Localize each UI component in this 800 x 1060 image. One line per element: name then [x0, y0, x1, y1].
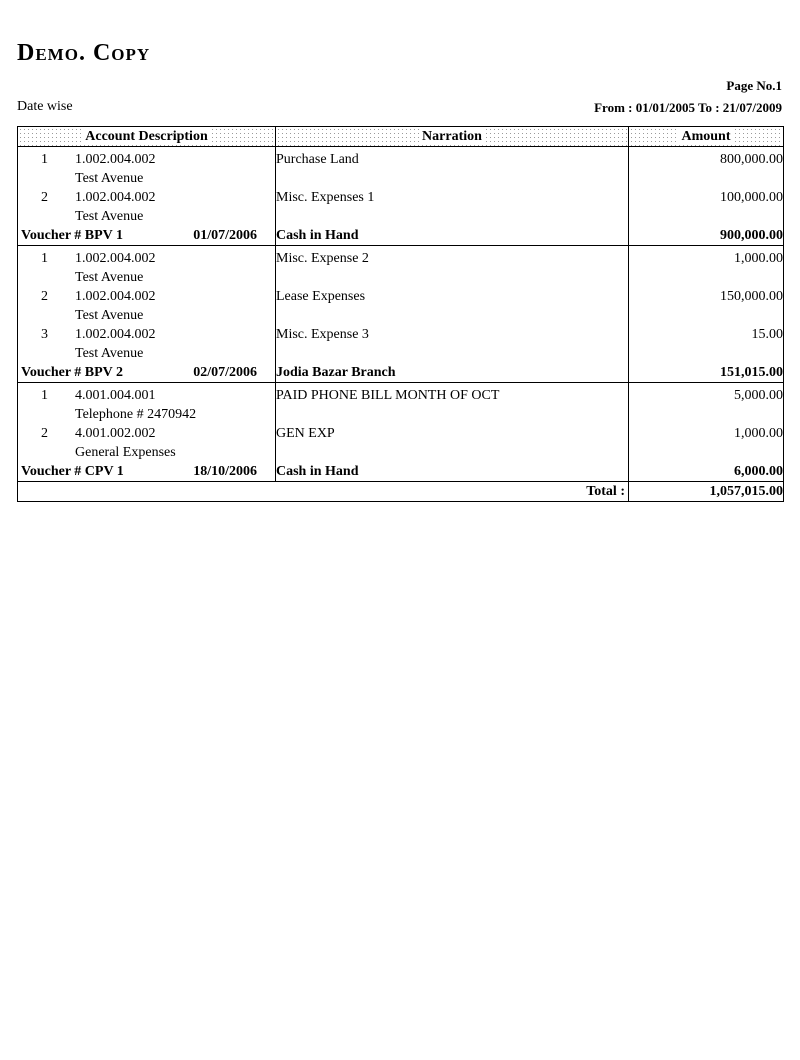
amount-cell: 100,000.00: [629, 188, 784, 207]
amount-cell: [629, 306, 784, 325]
voucher-account: Jodia Bazar Branch: [276, 363, 629, 383]
line-number: 1: [41, 388, 48, 403]
account-code: 1.002.004.002: [75, 251, 156, 266]
voucher-cell: [18, 226, 276, 246]
narration-cell: [276, 268, 629, 287]
narration-cell: [276, 405, 629, 424]
voucher-number: Voucher # BPV 2: [21, 365, 124, 380]
account-cell: [18, 188, 276, 207]
voucher-date: 01/07/2006: [193, 228, 257, 243]
account-name: Test Avenue: [75, 209, 144, 224]
amount-cell: 15.00: [629, 325, 784, 344]
amount-cell: 1,000.00: [629, 246, 784, 269]
narration-cell: [276, 306, 629, 325]
narration-cell: Purchase Land: [276, 147, 629, 170]
account-code: 4.001.002.002: [75, 426, 156, 441]
account-name-cell: [18, 306, 276, 325]
amount-cell: [629, 268, 784, 287]
voucher-summary-row: [18, 363, 784, 383]
narration-cell: GEN EXP: [276, 424, 629, 443]
total-label: Total :: [18, 482, 629, 502]
table-row: [18, 268, 784, 287]
voucher-number: Voucher # CPV 1: [21, 464, 124, 479]
voucher-total: 6,000.00: [629, 462, 784, 482]
account-name-cell: [18, 405, 276, 424]
voucher-summary-row: [18, 462, 784, 482]
amount-cell: 5,000.00: [629, 383, 784, 406]
account-name: Test Avenue: [75, 346, 144, 361]
voucher-cell: [18, 462, 276, 482]
account-name-cell: [18, 268, 276, 287]
table-row: [18, 246, 784, 269]
amount-cell: [629, 169, 784, 188]
account-name: General Expenses: [75, 445, 176, 460]
table-row: [18, 325, 784, 344]
table-row: [18, 344, 784, 363]
amount-cell: [629, 344, 784, 363]
table-header-row: [18, 127, 784, 147]
line-number: 2: [41, 190, 48, 205]
amount-cell: [629, 405, 784, 424]
voucher-account: Cash in Hand: [276, 226, 629, 246]
table-row: [18, 306, 784, 325]
line-number: 3: [41, 327, 48, 342]
account-code: 1.002.004.002: [75, 152, 156, 167]
narration-cell: Misc. Expenses 1: [276, 188, 629, 207]
account-cell: [18, 147, 276, 170]
table-row: [18, 188, 784, 207]
table-row: [18, 287, 784, 306]
table-row: [18, 383, 784, 406]
table-row: [18, 405, 784, 424]
narration-cell: Misc. Expense 2: [276, 246, 629, 269]
account-name-cell: [18, 169, 276, 188]
table-row: [18, 207, 784, 226]
account-cell: [18, 325, 276, 344]
voucher-total: 900,000.00: [629, 226, 784, 246]
table-body: [18, 147, 784, 482]
table-row: [18, 443, 784, 462]
narration-cell: [276, 207, 629, 226]
grand-total-row: [18, 482, 784, 502]
line-number: 1: [41, 251, 48, 266]
narration-cell: [276, 169, 629, 188]
account-cell: [18, 383, 276, 406]
column-header-account: Account Description: [18, 127, 276, 147]
account-code: 4.001.004.001: [75, 388, 156, 403]
grand-total-amount: 1,057,015.00: [629, 482, 784, 502]
column-header-narration: Narration: [276, 127, 629, 147]
voucher-table: [17, 126, 784, 502]
narration-cell: PAID PHONE BILL MONTH OF OCT: [276, 383, 629, 406]
table-row: [18, 147, 784, 170]
page-number: Page No.1: [726, 78, 782, 93]
voucher-date: 02/07/2006: [193, 365, 257, 380]
account-name: Test Avenue: [75, 171, 144, 186]
account-name-cell: [18, 344, 276, 363]
voucher-number: Voucher # BPV 1: [21, 228, 124, 243]
table-row: [18, 169, 784, 188]
voucher-summary-row: [18, 226, 784, 246]
line-number: 1: [41, 152, 48, 167]
account-name-cell: [18, 207, 276, 226]
account-name: Test Avenue: [75, 270, 144, 285]
date-mode-label: Date wise: [17, 99, 73, 114]
table-row: [18, 424, 784, 443]
amount-cell: 1,000.00: [629, 424, 784, 443]
account-code: 1.002.004.002: [75, 289, 156, 304]
account-cell: [18, 246, 276, 269]
line-number: 2: [41, 426, 48, 441]
line-number: 2: [41, 289, 48, 304]
column-header-amount: Amount: [629, 127, 784, 147]
amount-cell: 800,000.00: [629, 147, 784, 170]
date-range: From : 01/01/2005 To : 21/07/2009: [594, 100, 782, 115]
report-title: Demo. Copy: [17, 40, 151, 66]
account-code: 1.002.004.002: [75, 327, 156, 342]
narration-cell: [276, 344, 629, 363]
amount-cell: [629, 207, 784, 226]
account-code: 1.002.004.002: [75, 190, 156, 205]
amount-cell: [629, 443, 784, 462]
narration-cell: [276, 443, 629, 462]
voucher-total: 151,015.00: [629, 363, 784, 383]
voucher-date: 18/10/2006: [193, 464, 257, 479]
account-cell: [18, 424, 276, 443]
account-name-cell: [18, 443, 276, 462]
voucher-cell: [18, 363, 276, 383]
account-name: Telephone # 2470942: [75, 407, 197, 422]
amount-cell: 150,000.00: [629, 287, 784, 306]
voucher-account: Cash in Hand: [276, 462, 629, 482]
narration-cell: Misc. Expense 3: [276, 325, 629, 344]
narration-cell: Lease Expenses: [276, 287, 629, 306]
account-name: Test Avenue: [75, 308, 144, 323]
account-cell: [18, 287, 276, 306]
